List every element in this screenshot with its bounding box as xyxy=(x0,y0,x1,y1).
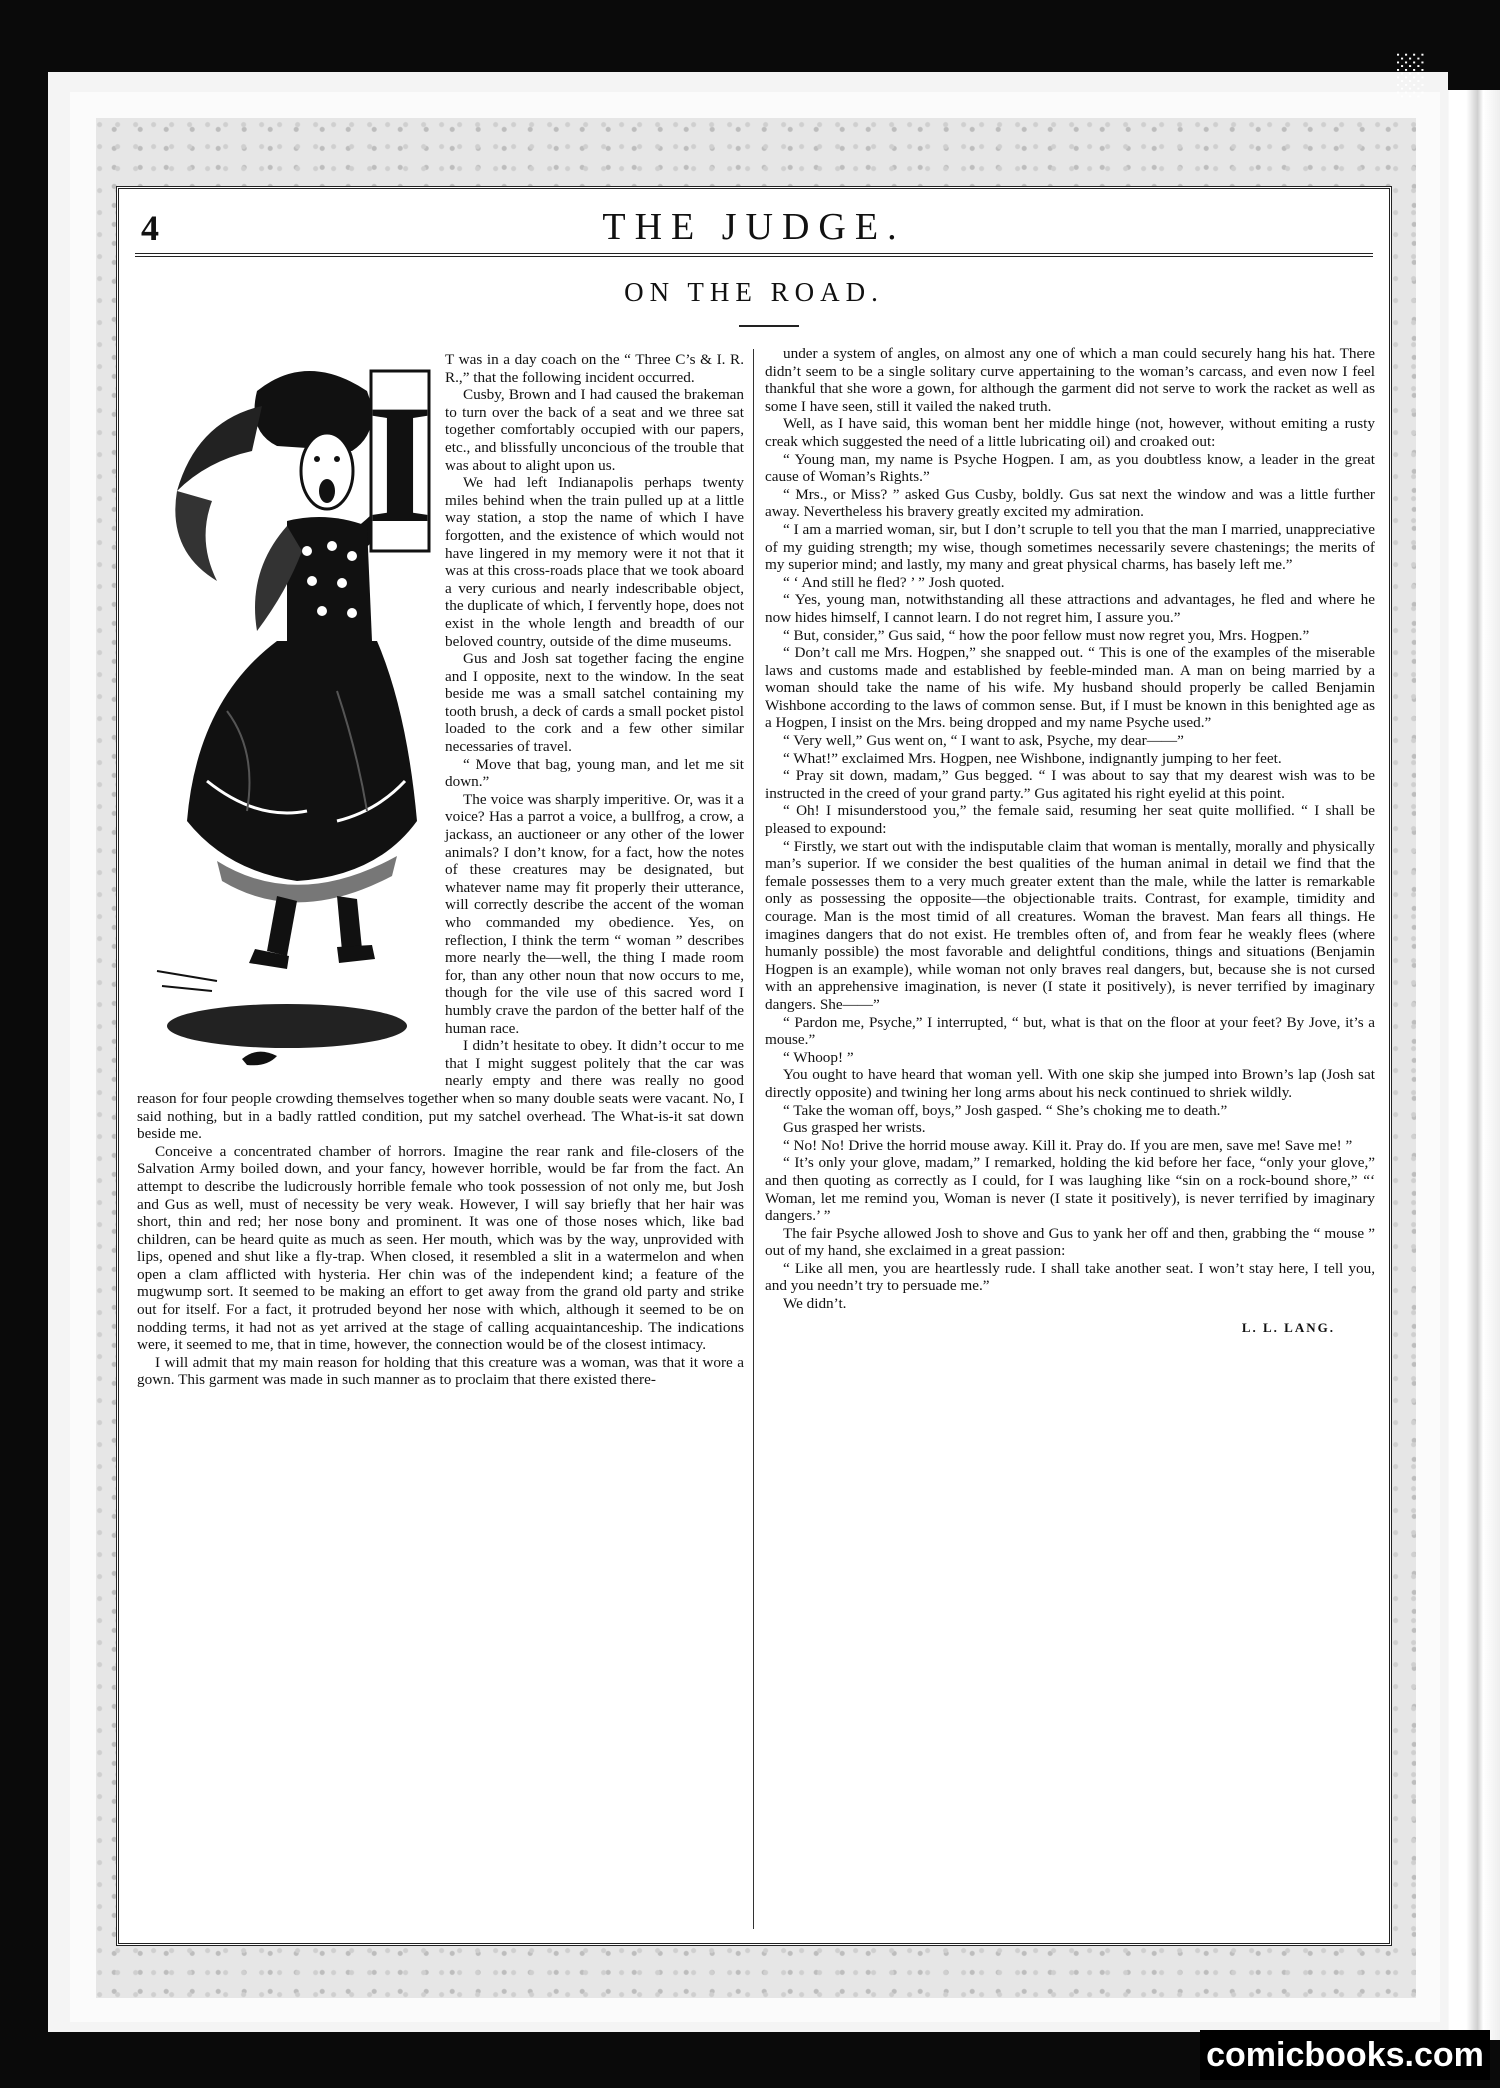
paragraph: “ It’s only your glove, madam,” I remarked, holding the kid before her face, “only your glove,” and then quoting as correctly as I could, for I was laughing like “sin on a rock-bound shore,” “‘ Woman, let me remind you, Woman is never (I state it positively), is never terrified by imaginary dangers.’ ” xyxy=(765,1154,1375,1225)
paragraph: “ But, consider,” Gus said, “ how the poor fellow must now regret you, Mrs. Hogpen.” xyxy=(783,626,1310,644)
paragraph: Conceive a concentrated chamber of horrors. Imagine the rear rank and file-closers of the Salvation Army boiled down, and your fancy, however horrible, would be far from the fact. An attempt to describe the ludicrously horrible female who took possession of not only me, but Josh and Gus as well, must of necessity be very weak. However, I will say briefly that her hair was short, thin and red; her nose bony and prominent. It was one of those noses which, like bad children, can be heard quite as much as seen. Her mouth, which was by the way, unprovided with lips, opened and shut like a fly-trap. When closed, it resembled a slit in a watermelon and when open a clam afflicted with hysteria. Her chin was of the independent kind; a feature of the mugwump sort. It seemed to be making an effort to get away from the grand old party and strike out for itself. For a fact, it protruded beyond her nose with which, although it seemed to be on nodding terms, it had not as yet arrived at the stage of calling acquaintanceship. The indications were, it seemed to me, that in time, however, the connection would be of the closest intimacy. xyxy=(137,1142,744,1354)
paragraph: “ Very well,” Gus went on, “ I want to ask, Psyche, my dear——” xyxy=(783,732,1184,750)
paragraph: “ Like all men, you are heartlessly rude. I shall take another seat. I won’t stay here, I tell you, and you needn’t try to persuade me.” xyxy=(765,1259,1375,1295)
author-signature: L. L. LANG. xyxy=(1241,1319,1335,1335)
paragraph: Well, as I have said, this woman bent her middle hinge (not, however, without emiting a rusty creak which suggested the need of a little lubricating oil) and croaked out: xyxy=(765,415,1375,450)
paragraph: I didn’t hesitate to obey. It didn’t occur to me that I might suggest politely that the car was nearly empty and there was really no good reason for four people crowding themselves together when so many double seats were vacant. No, I said nothing, but in a badly rattled condition, put my satchel overhead. The What-is-it sat down beside me. xyxy=(137,1037,744,1143)
paragraph: Gus and Josh sat together facing the engine and I opposite, next to the window. In the seat beside me was a small satchel containing my tooth brush, a deck of cards a small pocket pistol loaded to the cork and a few other similar necessaries of travel. xyxy=(445,650,744,756)
paragraph: under a system of angles, on almost any one of which a man could securely hang his hat. There didn’t seem to be a single solitary curve appertaining to the woman’s carcass, and even now I feel thankful that she wore a gown, for although the garment did not serve to work the racket as well as some I have seen, still it vailed the naked truth. xyxy=(765,345,1375,415)
paragraph: Cusby, Brown and I had caused the brakeman to turn over the back of a seat and we three sat together comfortably occupied with our papers, etc., and blissfully unconcious of the trouble that was about to alight upon us. xyxy=(445,386,744,474)
paragraph: The voice was sharply imperitive. Or, was it a voice? Has a parrot a voice, a bullfrog, a crow, a jackass, an auctioneer or any other of the lower animals? I don’t know, for a fact, how the notes of these creatures may be designated, but whatever name may fit properly their utterance, will correctly describe the accent of the woman who commanded my obedience. Yes, on reflection, I think the term “ woman ” describes more nearly the—well, the thing I made room for, than any other noun that now occurs to me, though for the vile use of this sacred word I humbly crave the pardon of the better half of the human race. xyxy=(445,790,744,1037)
masthead: THE JUDGE. xyxy=(602,206,906,248)
paragraph: “ Pardon me, Psyche,” I interrupted, “ but, what is that on the floor at your feet? By Jove, it’s a mouse.” xyxy=(765,1013,1375,1049)
paragraph: “ No! No! Drive the horrid mouse away. Kill it. Pray do. If you are men, save me! Save me! ” xyxy=(783,1136,1353,1154)
newspaper-sheet xyxy=(116,186,1392,1946)
paragraph: “ Take the woman off, boys,” Josh gasped. “ She’s choking me to death.” xyxy=(783,1101,1228,1119)
masthead-bar xyxy=(135,199,1373,257)
paragraph: We didn’t. xyxy=(783,1295,847,1313)
paragraph: The fair Psyche allowed Josh to shove and Gus to yank her off and then, grabbing the “ mouse ” out of my hand, she exclaimed in a great passion: xyxy=(765,1224,1375,1260)
paragraph: Gus grasped her wrists. xyxy=(783,1119,926,1137)
paragraph: “ ‘ And still he fled? ’ ” Josh quoted. xyxy=(783,573,1005,591)
page-number: 4 xyxy=(141,208,159,248)
paragraph: “ Mrs., or Miss? ” asked Gus Cusby, boldly. Gus sat next the window and was a little further away. Nevertheless his bravery greatly excited my admiration. xyxy=(765,485,1375,521)
woman-drawing xyxy=(137,351,437,1071)
paragraph: “ Move that bag, young man, and let me sit down.” xyxy=(445,755,744,791)
paragraph: “ Whoop! ” xyxy=(783,1048,854,1066)
corner-mark: ░ xyxy=(1395,51,1424,96)
paragraph: I will admit that my main reason for holding that this creature was a woman, was that it wore a gown. This garment was made in such manner as to proclaim that there existed there- xyxy=(137,1353,744,1389)
paragraph: “ Firstly, we start out with the indisputable claim that woman is mentally, morally and physically man’s superior. If we consider the best qualities of the human animal in detail we find that the female possesses them to a very much greater extent than the male, while the latter is remarkable only as possessing the opposite—the objectionable traits. Contrast, for example, timidity and courage. Man is the most timid of all creatures. Woman the bravest. Man fears all things. He imagines dangers that do not exist. He trembles often of, and from fear he weakly flees (where humanly possible) the most favorable and delightful conditions, things and situations (Benjamin Hogpen is an example), while woman not only braves real dangers, but, because she is not cursed with an apprehensive imagination, is never (I state it positively), is never terrified by imaginary dangers. She——” xyxy=(765,837,1375,1013)
paragraph: “ Pray sit down, madam,” Gus begged. “ I was about to say that my dearest wish was to be instructed in the creed of your grand party.” Gus agitated his right eyelid at this point. xyxy=(765,767,1375,802)
paragraph: “ What!” exclaimed Mrs. Hogpen, nee Wishbone, indignantly jumping to her feet. xyxy=(783,749,1282,767)
right-paragraphs xyxy=(765,345,1375,1313)
paragraph: You ought to have heard that woman yell. With one skip she jumped into Brown’s lap (Josh sat directly opposite) and twining her long arms about his neck continued to shriek wildly. xyxy=(765,1066,1375,1101)
paragraph: “ I am a married woman, sir, but I don’t scruple to tell you that the man I married, unappreciative of my guiding strength; my wise, though sometimes necessarily severe chastenings; the merits of my superior mind; and lastly, my many and great physical charms, has basely left me.” xyxy=(765,520,1375,574)
paragraph: “ Yes, young man, notwithstanding all these attractions and advantages, he fled and where he now hides himself, I cannot learn. I do not regret him, I assure you.” xyxy=(765,591,1375,626)
woman-illustration xyxy=(137,351,437,1071)
article-title: ON THE ROAD. xyxy=(624,277,884,307)
paragraph: “ Young man, my name is Psyche Hogpen. I am, as you doubtless know, a leader in the great cause of Woman’s Rights.” xyxy=(765,450,1375,486)
title-rule xyxy=(739,325,799,327)
right-column xyxy=(765,345,1375,1336)
paragraph: We had left Indianapolis perhaps twenty miles behind when the train pulled up at a little way station, a stop the name of which I have forgotten, and the existence of which would not have lingered in my memory were it not that it was at this cross-roads place that we took aboard a very curious and nearly indescribable object, the duplicate of which, I fervently hope, does not exist in the whole length and breadth of our beloved country, outside of the dime museums. xyxy=(445,474,744,650)
left-column xyxy=(137,351,744,1389)
column-divider xyxy=(753,349,754,1929)
site-watermark: comicbooks.com xyxy=(1200,2030,1490,2080)
drop-cap: I xyxy=(366,370,434,558)
paragraph: T was in a day coach on the “ Three C’s & I. R. R.,” that the following incident occurred. xyxy=(445,351,744,386)
paragraph: “ Don’t call me Mrs. Hogpen,” she snapped out. “ This is one of the examples of the miserable laws and customs made and established by feeble-minded man. A man on being married by a woman should take the name of his wife. My husband should properly be called Benjamin Wishbone according to the laws of common sense. But, if I must be known in this benighted age as a Hogpen, I insist on the Mrs. being dropped and my name Psyche used.” xyxy=(765,644,1375,732)
adjacent-page-edge xyxy=(1444,90,1500,2040)
paragraph: “ Oh! I misunderstood you,” the female said, resuming her seat quite mollified. “ I shall be pleased to expound: xyxy=(765,802,1375,838)
